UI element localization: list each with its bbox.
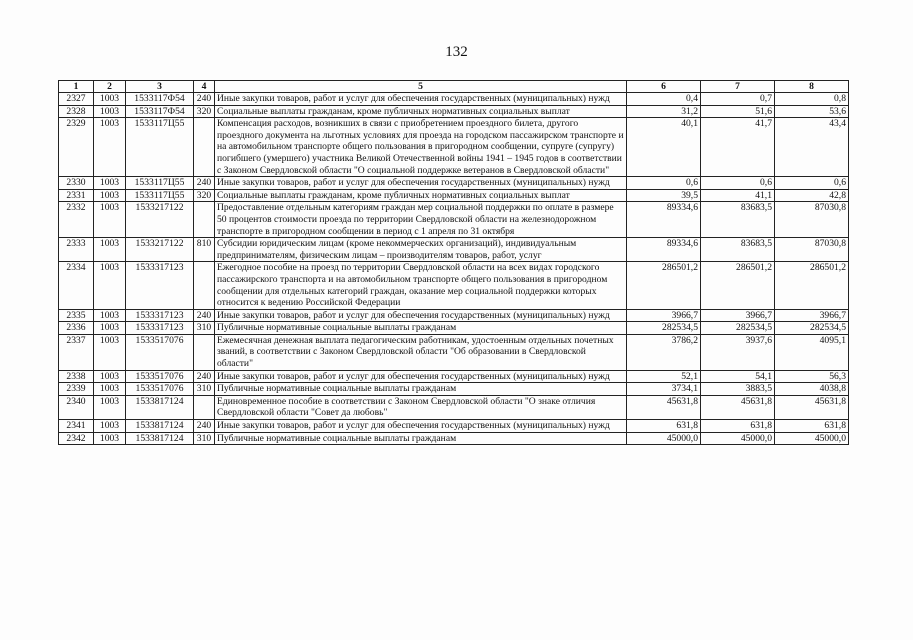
row-number-cell: 2329 (59, 118, 94, 177)
description-cell: Иные закупки товаров, работ и услуг для обеспечения государственных (муниципальных) нужд (215, 177, 627, 190)
amount-col7-cell: 41,7 (701, 118, 775, 177)
section-code-cell: 1003 (94, 383, 126, 396)
budget-table (58, 80, 849, 445)
section-code-cell: 1003 (94, 105, 126, 118)
row-number-cell: 2340 (59, 395, 94, 419)
amount-col7-cell: 286501,2 (701, 262, 775, 309)
row-number-cell: 2335 (59, 309, 94, 322)
description-cell: Компенсация расходов, возникших в связи с приобретением проездного билета, другого проездного документа на льготных условиях для проезда на городском пассажирском транспорте и на автомобильном транспорте общего пользования в пригородном сообщении, супруге (супругу) погибшего (умершего) участника Великой Отечественной войны 1941 – 1945 годов в соответствии с Законом Свердловской области "О социальной поддержке ветеранов в Свердловской области" (215, 118, 627, 177)
amount-col8-cell: 4095,1 (775, 334, 849, 370)
amount-col6-cell: 0,6 (627, 177, 701, 190)
section-code-cell: 1003 (94, 309, 126, 322)
section-code-cell: 1003 (94, 322, 126, 335)
row-number-cell: 2339 (59, 383, 94, 396)
table-row (59, 432, 849, 445)
expense-type-cell: 240 (194, 309, 215, 322)
expense-type-cell: 320 (194, 189, 215, 202)
target-article-cell: 1533117Ц55 (126, 177, 194, 190)
section-code-cell: 1003 (94, 238, 126, 262)
amount-col7-cell: 51,6 (701, 105, 775, 118)
target-article-cell: 1533117Ц55 (126, 118, 194, 177)
expense-type-cell: 240 (194, 93, 215, 106)
row-number-cell: 2332 (59, 202, 94, 238)
amount-col7-cell: 0,6 (701, 177, 775, 190)
header-cell: 5 (215, 81, 627, 93)
section-code-cell: 1003 (94, 177, 126, 190)
table-row (59, 93, 849, 106)
amount-col7-cell: 83683,5 (701, 238, 775, 262)
amount-col6-cell: 286501,2 (627, 262, 701, 309)
amount-col8-cell: 45000,0 (775, 432, 849, 445)
target-article-cell: 1533817124 (126, 395, 194, 419)
description-cell: Социальные выплаты гражданам, кроме публичных нормативных социальных выплат (215, 189, 627, 202)
expense-type-cell (194, 395, 215, 419)
target-article-cell: 1533317123 (126, 262, 194, 309)
expense-type-cell: 240 (194, 420, 215, 433)
amount-col7-cell: 3883,5 (701, 383, 775, 396)
header-cell: 3 (126, 81, 194, 93)
amount-col7-cell: 631,8 (701, 420, 775, 433)
row-number-cell: 2336 (59, 322, 94, 335)
amount-col7-cell: 41,1 (701, 189, 775, 202)
row-number-cell: 2341 (59, 420, 94, 433)
expense-type-cell: 240 (194, 177, 215, 190)
description-cell: Иные закупки товаров, работ и услуг для обеспечения государственных (муниципальных) нужд (215, 370, 627, 383)
table-row (59, 177, 849, 190)
amount-col8-cell: 0,8 (775, 93, 849, 106)
amount-col7-cell: 3966,7 (701, 309, 775, 322)
section-code-cell: 1003 (94, 334, 126, 370)
description-cell: Публичные нормативные социальные выплаты гражданам (215, 432, 627, 445)
target-article-cell: 1533317123 (126, 322, 194, 335)
table-row (59, 105, 849, 118)
description-cell: Предоставление отдельным категориям граждан мер социальной поддержки по оплате в размере 50 процентов стоимости проезда по территории Свердловской области на железнодорожном транспорте в пригородном сообщении в период с 1 апреля по 31 октября (215, 202, 627, 238)
amount-col6-cell: 45000,0 (627, 432, 701, 445)
description-cell: Субсидии юридическим лицам (кроме некоммерческих организаций), индивидуальным предпринимателям, физическим лицам – производителям товаров, работ, услуг (215, 238, 627, 262)
amount-col8-cell: 3966,7 (775, 309, 849, 322)
amount-col8-cell: 56,3 (775, 370, 849, 383)
amount-col8-cell: 45631,8 (775, 395, 849, 419)
description-cell: Иные закупки товаров, работ и услуг для обеспечения государственных (муниципальных) нужд (215, 420, 627, 433)
target-article-cell: 1533117Ц55 (126, 189, 194, 202)
header-cell: 8 (775, 81, 849, 93)
amount-col6-cell: 39,5 (627, 189, 701, 202)
description-cell: Ежемесячная денежная выплата педагогическим работникам, удостоенным отдельных почетных званий, в соответствии с Законом Свердловской области "Об образовании в Свердловской области" (215, 334, 627, 370)
expense-type-cell: 310 (194, 432, 215, 445)
amount-col8-cell: 87030,8 (775, 238, 849, 262)
amount-col8-cell: 42,8 (775, 189, 849, 202)
amount-col6-cell: 45631,8 (627, 395, 701, 419)
amount-col6-cell: 3734,1 (627, 383, 701, 396)
row-number-cell: 2342 (59, 432, 94, 445)
expense-type-cell (194, 202, 215, 238)
row-number-cell: 2327 (59, 93, 94, 106)
target-article-cell: 1533517076 (126, 370, 194, 383)
header-cell: 7 (701, 81, 775, 93)
amount-col6-cell: 282534,5 (627, 322, 701, 335)
description-cell: Социальные выплаты гражданам, кроме публичных нормативных социальных выплат (215, 105, 627, 118)
table-row (59, 370, 849, 383)
amount-col8-cell: 43,4 (775, 118, 849, 177)
description-cell: Единовременное пособие в соответствии с Законом Свердловской области "О знаке отличия Свердловской области "Совет да любовь" (215, 395, 627, 419)
table-row (59, 202, 849, 238)
amount-col8-cell: 87030,8 (775, 202, 849, 238)
amount-col7-cell: 54,1 (701, 370, 775, 383)
table-row (59, 238, 849, 262)
header-cell: 2 (94, 81, 126, 93)
section-code-cell: 1003 (94, 118, 126, 177)
table-row (59, 322, 849, 335)
expense-type-cell: 310 (194, 383, 215, 396)
description-cell: Ежегодное пособие на проезд по территории Свердловской области на всех видах городского пассажирского транспорта и на автомобильном транспорте общего пользования в пригородном сообщении для отдельных категорий граждан, оказание мер социальной поддержки которых относится к ведению Российской Федерации (215, 262, 627, 309)
section-code-cell: 1003 (94, 432, 126, 445)
section-code-cell: 1003 (94, 189, 126, 202)
table-row (59, 309, 849, 322)
page-number: 132 (445, 44, 468, 60)
expense-type-cell (194, 118, 215, 177)
row-number-cell: 2337 (59, 334, 94, 370)
row-number-cell: 2334 (59, 262, 94, 309)
table-row (59, 262, 849, 309)
target-article-cell: 1533817124 (126, 420, 194, 433)
amount-col6-cell: 0,4 (627, 93, 701, 106)
amount-col6-cell: 3786,2 (627, 334, 701, 370)
description-cell: Иные закупки товаров, работ и услуг для обеспечения государственных (муниципальных) нужд (215, 93, 627, 106)
header-cell: 6 (627, 81, 701, 93)
amount-col7-cell: 0,7 (701, 93, 775, 106)
section-code-cell: 1003 (94, 370, 126, 383)
target-article-cell: 1533217122 (126, 202, 194, 238)
amount-col8-cell: 282534,5 (775, 322, 849, 335)
expense-type-cell (194, 262, 215, 309)
description-cell: Публичные нормативные социальные выплаты гражданам (215, 322, 627, 335)
table-row (59, 420, 849, 433)
amount-col7-cell: 83683,5 (701, 202, 775, 238)
row-number-cell: 2333 (59, 238, 94, 262)
target-article-cell: 1533117Ф54 (126, 105, 194, 118)
amount-col6-cell: 52,1 (627, 370, 701, 383)
description-cell: Иные закупки товаров, работ и услуг для обеспечения государственных (муниципальных) нужд (215, 309, 627, 322)
table-row (59, 118, 849, 177)
target-article-cell: 1533117Ф54 (126, 93, 194, 106)
row-number-cell: 2328 (59, 105, 94, 118)
amount-col6-cell: 40,1 (627, 118, 701, 177)
amount-col8-cell: 53,6 (775, 105, 849, 118)
amount-col7-cell: 282534,5 (701, 322, 775, 335)
amount-col8-cell: 286501,2 (775, 262, 849, 309)
amount-col7-cell: 3937,6 (701, 334, 775, 370)
target-article-cell: 1533517076 (126, 334, 194, 370)
expense-type-cell: 810 (194, 238, 215, 262)
row-number-cell: 2330 (59, 177, 94, 190)
expense-type-cell: 240 (194, 370, 215, 383)
row-number-cell: 2338 (59, 370, 94, 383)
header-cell: 4 (194, 81, 215, 93)
amount-col7-cell: 45631,8 (701, 395, 775, 419)
section-code-cell: 1003 (94, 93, 126, 106)
table-row (59, 334, 849, 370)
target-article-cell: 1533317123 (126, 309, 194, 322)
table-body (59, 93, 849, 445)
header-cell: 1 (59, 81, 94, 93)
description-cell: Публичные нормативные социальные выплаты гражданам (215, 383, 627, 396)
row-number-cell: 2331 (59, 189, 94, 202)
amount-col6-cell: 89334,6 (627, 238, 701, 262)
amount-col6-cell: 89334,6 (627, 202, 701, 238)
amount-col6-cell: 3966,7 (627, 309, 701, 322)
table-row (59, 189, 849, 202)
amount-col8-cell: 631,8 (775, 420, 849, 433)
section-code-cell: 1003 (94, 202, 126, 238)
section-code-cell: 1003 (94, 395, 126, 419)
amount-col8-cell: 0,6 (775, 177, 849, 190)
section-code-cell: 1003 (94, 420, 126, 433)
expense-type-cell (194, 334, 215, 370)
table-row (59, 395, 849, 419)
amount-col8-cell: 4038,8 (775, 383, 849, 396)
amount-col7-cell: 45000,0 (701, 432, 775, 445)
amount-col6-cell: 631,8 (627, 420, 701, 433)
amount-col6-cell: 31,2 (627, 105, 701, 118)
target-article-cell: 1533217122 (126, 238, 194, 262)
section-code-cell: 1003 (94, 262, 126, 309)
header-row (59, 81, 849, 93)
table-row (59, 383, 849, 396)
expense-type-cell: 310 (194, 322, 215, 335)
target-article-cell: 1533517076 (126, 383, 194, 396)
target-article-cell: 1533817124 (126, 432, 194, 445)
expense-type-cell: 320 (194, 105, 215, 118)
